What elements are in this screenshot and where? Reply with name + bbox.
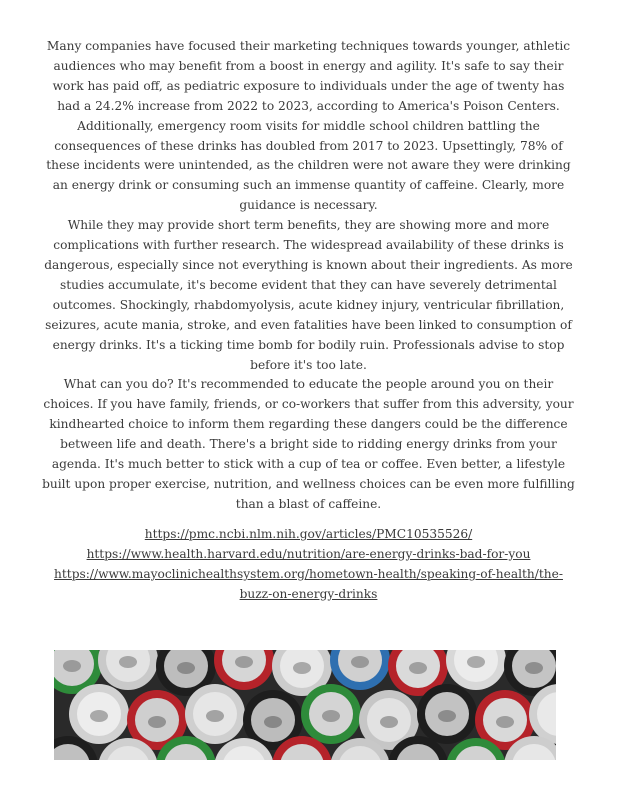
paragraph-marketing: Many companies have focused their marketing techniques towards younger, athletic audiences who may benefit from a boost in energy and agility. It's safe to say their work has paid off, as pediatric exposure to individuals under the age of twenty has had a 24.2% increase from 2022 to 2023, according to America's Poison Centers. Additionally, emergency room visits for middle school children battling the consequences of these drinks has doubled from 2017 to 2023. Upsettingly, 78% of these incidents were unintended, as the children were not aware they were drinking an energy drink or consuming such an immense quantity of caffeine. Clearly, more guidance is necessary.: [46, 39, 571, 213]
paragraph-complications: While they may provide short term benefits, they are showing more and more complications with further research. The widespread availability of these drinks is dangerous, especially since not everything is known about their ingredients. As more studies accumulate, it's become evident that they can have severely detrimental outcomes. Shockingly, rhabdomyolysis, acute kidney injury, ventricular fibrillation, seizures, acute mania, stroke, and even fatalities have been linked to consumption of energy drinks. It's a ticking time bomb for bodily ruin. Professionals advise to stop before it's too late.: [44, 218, 573, 372]
source-link-pmc[interactable]: https://pmc.ncbi.nlm.nih.gov/articles/PMC10535526/: [144, 527, 473, 541]
paragraph-what-can-you-do: What can you do? It's recommended to educate the people around you on their choices. If you have family, friends, or co-workers that suffer from this adversity, your kindhearted choice to inform them regarding these dangers could be the difference between life and death. There's a bright side to ridding energy drinks from your agenda. It's much better to stick with a cup of tea or coffee. Even better, a lifestyle built upon proper exercise, nutrition, and wellness choices can be even more fulfilling than a blast of caffeine.: [42, 377, 575, 511]
can-top: [69, 684, 129, 744]
article-body: [40, 37, 577, 515]
source-link-mayo[interactable]: https://www.mayoclinichealthsystem.org/hometown-health/speaking-of-health/the-buzz-on-energy-drinks: [54, 567, 563, 601]
energy-drink-cans-image: [54, 650, 556, 760]
can-top: [417, 684, 477, 744]
sources-list: [40, 524, 577, 604]
source-link-harvard[interactable]: https://www.health.harvard.edu/nutrition/are-energy-drinks-bad-for-you: [86, 547, 531, 561]
can-top: [185, 684, 245, 744]
can-top: [301, 684, 361, 744]
energy-drink-cans-icon: [54, 650, 556, 760]
